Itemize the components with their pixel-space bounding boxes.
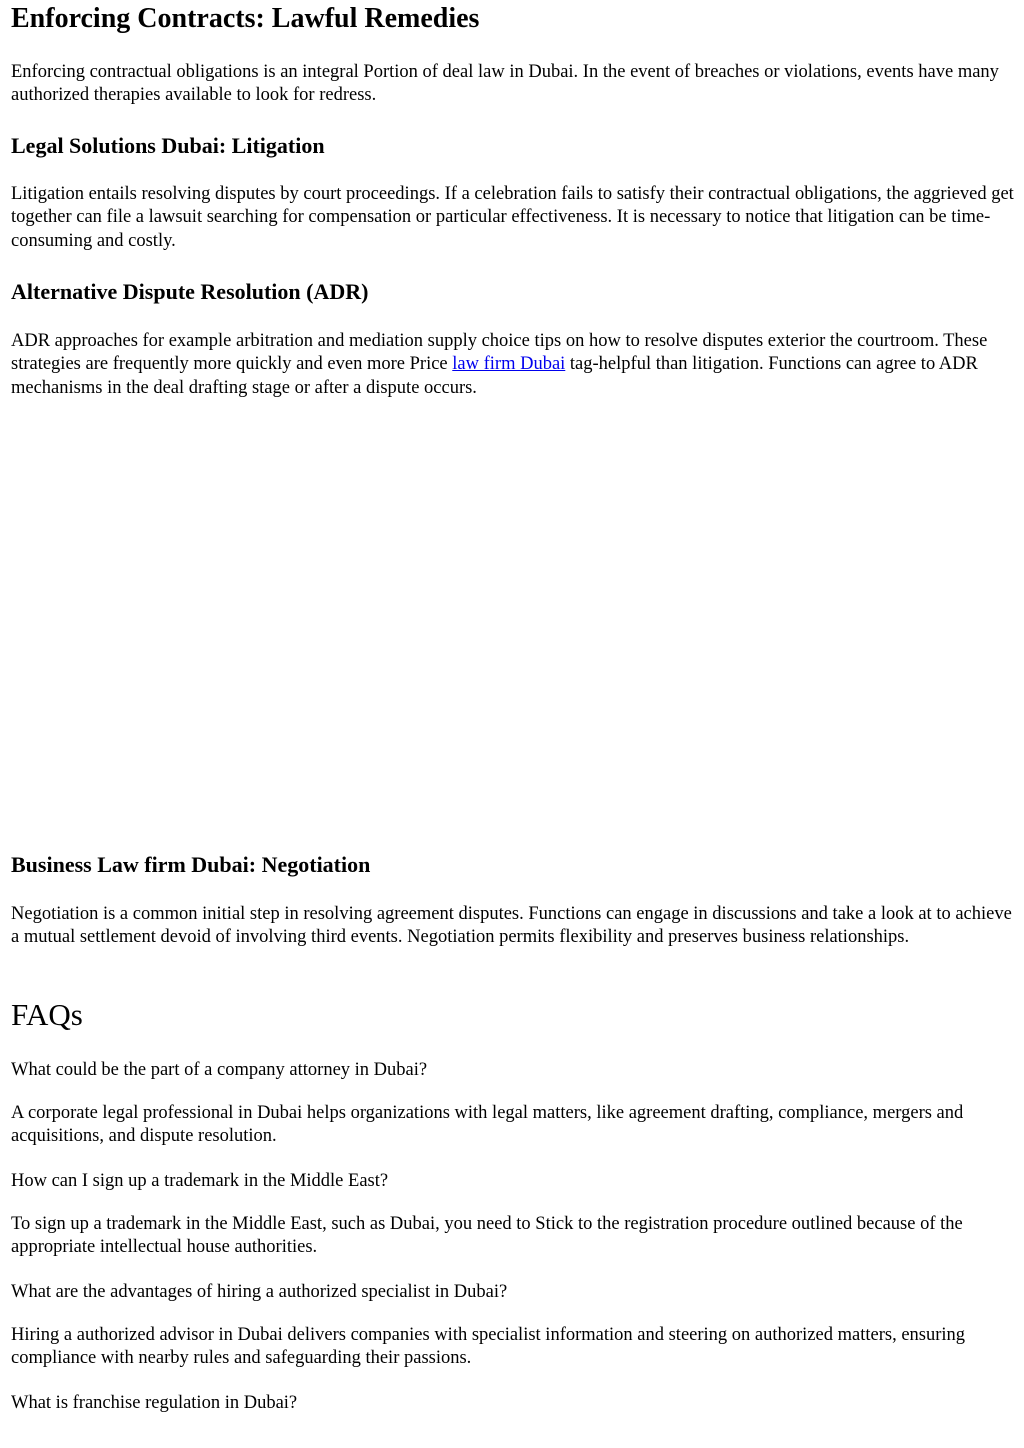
negotiation-paragraph: Negotiation is a common initial step in resolving agreement disputes. Functions can engage in discussions and take a look at to achieve a mutual settlement devoid of involving third events. Negotiation permits flexibility and preserves business relationships. bbox=[11, 904, 1012, 948]
litigation-heading: Legal Solutions Dubai: Litigation bbox=[11, 133, 325, 158]
page-title: Enforcing Contracts: Lawful Remedies bbox=[11, 3, 480, 34]
faq-answer: A corporate legal professional in Dubai helps organizations with legal matters, like agreement drafting, compliance, mergers and acquisitions, and dispute resolution. bbox=[11, 1103, 964, 1147]
faqs-heading: FAQs bbox=[11, 997, 83, 1032]
law-firm-dubai-link[interactable]: law firm Dubai bbox=[452, 354, 566, 375]
adr-text-after: tag-helpful than litigation. Functions can agree to ADR mechanisms in the deal drafting stage or after a dispute occurs. bbox=[11, 354, 978, 398]
faq-question: How can I sign up a trademark in the Middle East? bbox=[11, 1171, 389, 1191]
adr-paragraph bbox=[11, 330, 1017, 400]
negotiation-heading: Business Law firm Dubai: Negotiation bbox=[11, 852, 371, 877]
litigation-paragraph: Litigation entails resolving disputes by court proceedings. If a celebration fails to satisfy their contractual obligations, the aggrieved get together can file a lawsuit searching for compensation or particular effectiveness. It is necessary to notice that litigation can be time-consuming and costly. bbox=[11, 184, 1014, 251]
faq-question: What is franchise regulation in Dubai? bbox=[11, 1393, 298, 1413]
faq-question: What are the advantages of hiring a authorized specialist in Dubai? bbox=[11, 1282, 508, 1302]
faq-question: What could be the part of a company attorney in Dubai? bbox=[11, 1060, 428, 1080]
adr-heading: Alternative Dispute Resolution (ADR) bbox=[11, 279, 369, 304]
faq-answer: Hiring a authorized advisor in Dubai delivers companies with specialist information and steering on authorized matters, ensuring compliance with nearby rules and safeguarding their passions. bbox=[11, 1325, 966, 1369]
adr-text-before: ADR approaches for example arbitration and mediation supply choice tips on how to resolve disputes exterior the courtroom. These strategies are frequently more quickly and even more Price bbox=[11, 331, 988, 375]
intro-paragraph: Enforcing contractual obligations is an integral Portion of deal law in Dubai. In the event of breaches or violations, events have many authorized therapies available to look for redress. bbox=[11, 62, 999, 106]
faq-answer: To sign up a trademark in the Middle East, such as Dubai, you need to Stick to the registration procedure outlined because of the appropriate intellectual house authorities. bbox=[11, 1214, 963, 1258]
